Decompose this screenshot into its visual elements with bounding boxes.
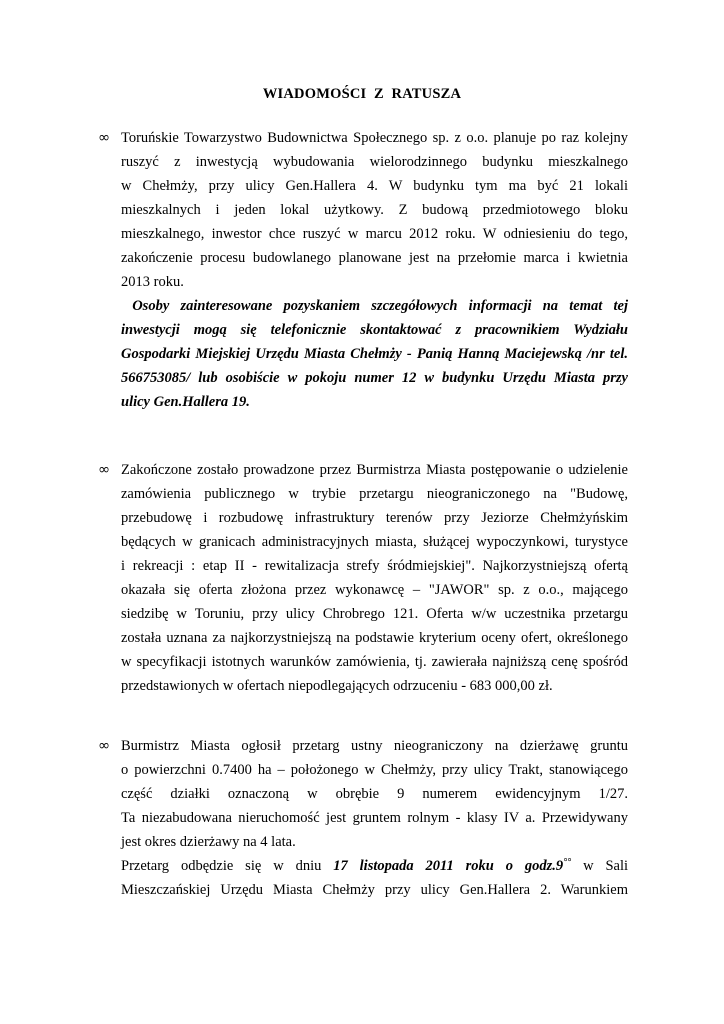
- paragraph-line: Ta niezabudowana nieruchomość jest gruntem rolnym - klasy IV a. Przewidywany: [121, 810, 628, 826]
- paragraph-line: Toruńskie Towarzystwo Budownictwa Społecznego sp. z o.o. planuje po raz kolejny: [121, 130, 628, 146]
- paragraph-line: została uznana za najkorzystniejszą na podstawie kryterium oceny ofert, określonego: [121, 630, 628, 646]
- paragraph-line: okazała się oferta złożona przez wykonawcę – "JAWOR" sp. z o.o., mającego: [121, 582, 628, 598]
- paragraph-line: przebudowę i rozbudowę infrastruktury terenów przy Jeziorze Chełmżyńskim: [121, 510, 628, 526]
- infinity-bullet-icon: ∞: [98, 462, 111, 478]
- contact-info-line: 566753085/ lub osobiście w pokoju numer 12 w budynku Urzędu Miasta przy: [121, 370, 628, 386]
- paragraph-line: 2013 roku.: [121, 274, 184, 290]
- paragraph-line: ruszyć z inwestycją wybudowania wielorodzinnego budynku mieszkalnego: [121, 154, 628, 170]
- news-item-tender-result: [98, 458, 628, 698]
- paragraph-line: zamówienia publicznego w trybie przetargu nieograniczonego na "Budowę,: [121, 486, 628, 502]
- auction-text-before: Przetarg odbędzie się w dniu: [121, 858, 334, 874]
- auction-date-line: [121, 854, 628, 878]
- contact-info-line: ulicy Gen.Hallera 19.: [121, 394, 250, 410]
- paragraph-line: zakończenie procesu budowlanego planowane jest na przełomie marca i kwietnia: [121, 250, 628, 266]
- contact-info-line: inwestycji mogą się telefonicznie skontaktować z pracownikiem Wydziału: [121, 322, 628, 338]
- paragraph-line: Burmistrz Miasta ogłosił przetarg ustny nieograniczony na dzierżawę gruntu: [121, 738, 628, 754]
- paragraph-line: jest okres dzierżawy na 4 lata.: [121, 834, 296, 850]
- paragraph-line: Mieszczańskiej Urzędu Miasta Chełmży przy ulicy Gen.Hallera 2. Warunkiem: [121, 882, 628, 898]
- infinity-bullet-icon: ∞: [98, 738, 111, 754]
- page-title: WIADOMOŚCI Z RATUSZA: [262, 86, 462, 102]
- infinity-bullet-icon: ∞: [98, 130, 111, 146]
- paragraph-line: mieszkalnego, inwestor chce ruszyć w marcu 2012 roku. W odniesieniu do tego,: [121, 226, 628, 242]
- paragraph-line: siedzibę w Toruniu, przy ulicy Chrobrego 121. Oferta w/w uczestnika przetargu: [121, 606, 628, 622]
- paragraph-line: i rekreacji : etap II - rewitalizacja strefy śródmiejskiej". Najkorzystniejszą ofertą: [121, 558, 628, 574]
- paragraph-line: przedstawionych w ofertach niepodlegających odrzuceniu - 683 000,00 zł.: [121, 678, 553, 694]
- paragraph-line: Zakończone zostało prowadzone przez Burmistrza Miasta postępowanie o udzielenie: [121, 462, 628, 478]
- paragraph-line: w Chełmży, przy ulicy Gen.Hallera 4. W budynku tym ma być 21 lokali: [121, 178, 628, 194]
- news-item-housing-investment: [98, 126, 628, 414]
- auction-text-after: w Sali: [571, 858, 629, 874]
- news-item-land-lease-auction: [98, 734, 629, 902]
- auction-time-minutes: °°: [563, 857, 572, 868]
- auction-date: 17 listopada 2011 roku o godz.9: [333, 858, 564, 874]
- paragraph-line: część działki oznaczoną w obrębie 9 numerem ewidencyjnym 1/27.: [121, 786, 628, 802]
- paragraph-line: w specyfikacji istotnych warunków zamówienia, tj. zawierała najniższą cenę spośród: [121, 654, 628, 670]
- paragraph-line: będących w granicach administracyjnych miasta, służącej wypoczynkowi, turystyce: [121, 534, 628, 550]
- paragraph-line: o powierzchni 0.7400 ha – położonego w Chełmży, przy ulicy Trakt, stanowiącego: [121, 762, 628, 778]
- paragraph-line: mieszkalnych i jeden lokal użytkowy. Z budową przedmiotowego bloku: [121, 202, 628, 218]
- contact-info-line: Osoby zainteresowane pozyskaniem szczegółowych informacji na temat tej: [121, 298, 628, 314]
- contact-info-line: Gospodarki Miejskiej Urzędu Miasta Chełmży - Panią Hanną Maciejewską /nr tel.: [121, 346, 628, 362]
